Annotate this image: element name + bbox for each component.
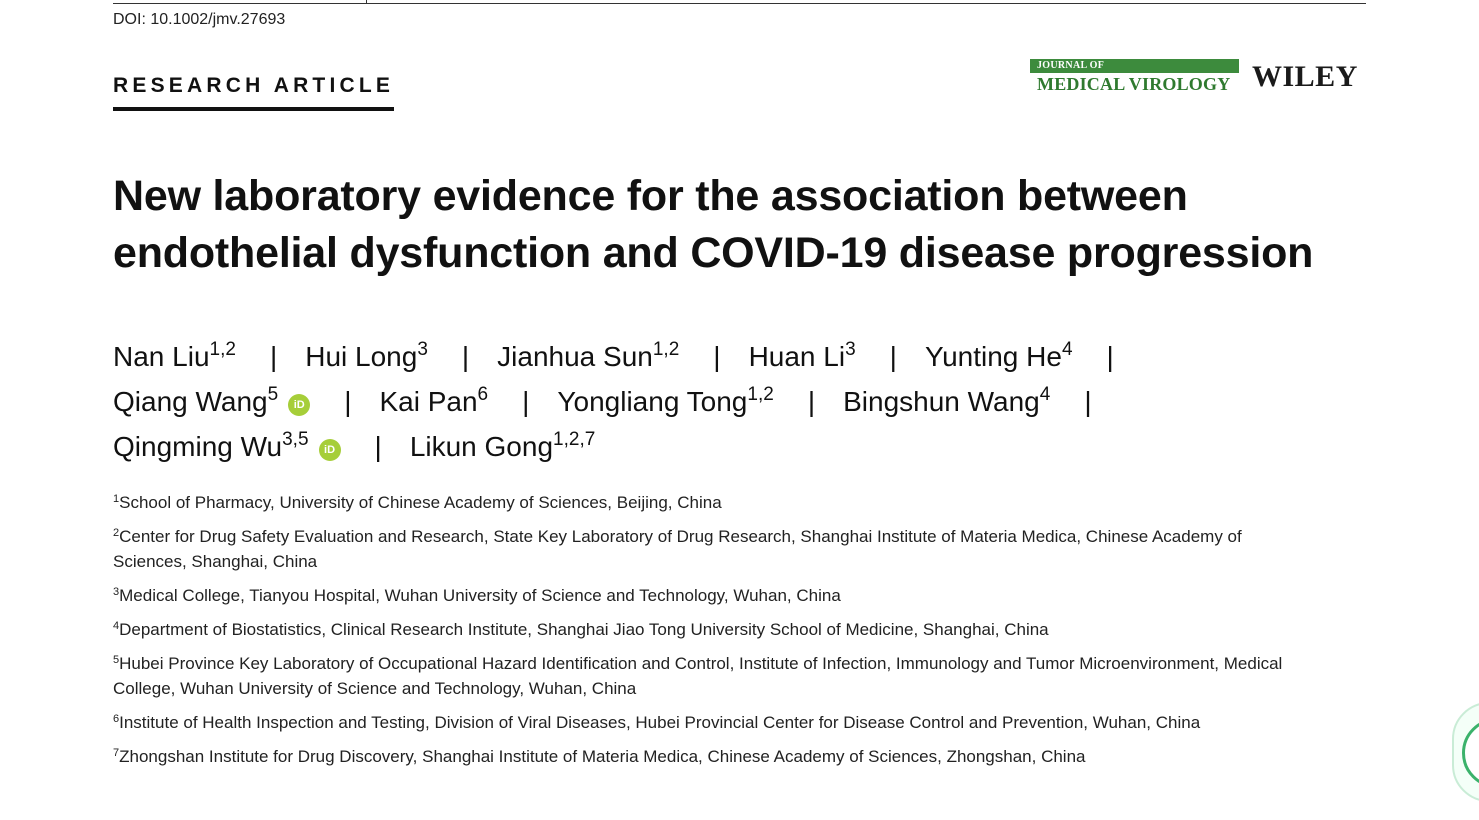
affiliation-item (113, 524, 1303, 574)
author-separator: | (807, 386, 816, 417)
publisher-logo[interactable]: WILEY (1252, 60, 1358, 93)
author-name: Qiang Wang (113, 386, 268, 417)
affiliation-list (113, 490, 1303, 778)
author-list (113, 334, 1373, 469)
affiliation-text: Hubei Province Key Laboratory of Occupational Hazard Identification and Control, Institute of Infection, Immunology and Tumor Microenvironment, Medical College, Wuhan University of Science and Technology, Wuhan, China (113, 654, 1283, 698)
affiliation-text: Zhongshan Institute for Drug Discovery, Shanghai Institute of Materia Medica, Chinese Academy of Sciences, Zhongshan, China (119, 747, 1086, 766)
affiliation-number: 3 (113, 586, 120, 598)
author[interactable] (843, 386, 1050, 417)
doi-value[interactable]: 10.1002/jmv.27693 (150, 11, 286, 28)
article-type-label: RESEARCH ARTICLE (113, 74, 394, 111)
author-separator: | (344, 386, 352, 417)
author-affiliation-ref: 6 (477, 384, 489, 405)
author[interactable] (305, 341, 428, 372)
author[interactable] (113, 341, 236, 372)
author-affiliation-ref: 4 (1039, 384, 1051, 405)
author[interactable] (497, 341, 679, 372)
author-separator: | (522, 386, 530, 417)
article-title (113, 168, 1393, 282)
author-affiliation-ref: 1,2 (652, 339, 680, 360)
affiliation-text: Center for Drug Safety Evaluation and Research, State Key Laboratory of Drug Research, Shanghai Institute of Materia Medica, Chinese Academy of Sciences, Shanghai, China (113, 527, 1242, 571)
affiliation-item (113, 617, 1303, 642)
author-separator: | (269, 341, 278, 372)
affiliation-item (113, 710, 1303, 735)
author-name: Qingming Wu (113, 431, 283, 462)
floating-assistant-button[interactable] (1452, 702, 1479, 802)
author-name: Jianhua Sun (497, 341, 653, 372)
author-line (113, 379, 1373, 424)
author-affiliation-ref: 3,5 (282, 429, 309, 450)
author-name: Huan Li (748, 341, 846, 372)
article-title-line-2: endothelial dysfunction and COVID-19 disease progression (113, 229, 1314, 277)
author-line (113, 334, 1373, 379)
author-separator: | (889, 341, 897, 372)
author-affiliation-ref: 3 (845, 339, 856, 360)
affiliation-item (113, 490, 1303, 515)
author[interactable] (557, 386, 773, 417)
affiliation-item (113, 744, 1303, 769)
affiliation-number: 2 (113, 527, 120, 539)
doi[interactable] (113, 11, 285, 29)
author-name: Kai Pan (379, 386, 478, 417)
author-name: Nan Liu (113, 341, 210, 372)
author[interactable] (410, 431, 595, 462)
author-separator: | (713, 341, 721, 372)
author-name: Hui Long (305, 341, 418, 372)
affiliation-item (113, 583, 1303, 608)
affiliation-text: Institute of Health Inspection and Testing, Division of Viral Diseases, Hubei Provincial Center for Disease Control and Prevention, Wuhan, China (119, 713, 1201, 732)
affiliation-number: 1 (113, 493, 120, 505)
assistant-icon (1462, 718, 1479, 788)
author-line (113, 424, 1373, 469)
author[interactable] (113, 386, 278, 417)
doi-label: DOI: (113, 11, 146, 28)
affiliation-number: 6 (113, 713, 120, 725)
author-name: Yunting He (924, 341, 1062, 372)
journal-logo[interactable] (1030, 59, 1239, 93)
orcid-icon[interactable]: iD (319, 439, 341, 461)
affiliation-number: 7 (113, 747, 120, 759)
author-separator: | (1106, 341, 1114, 372)
affiliation-text: School of Pharmacy, University of Chinese Academy of Sciences, Beijing, China (119, 493, 722, 512)
author-affiliation-ref: 4 (1061, 339, 1073, 360)
affiliation-text: Department of Biostatistics, Clinical Research Institute, Shanghai Jiao Tong University School of Medicine, Shanghai, China (119, 620, 1049, 639)
affiliation-item (113, 651, 1303, 701)
orcid-icon[interactable]: iD (288, 394, 310, 416)
author-separator: | (1084, 386, 1092, 417)
author[interactable] (749, 341, 856, 372)
journal-logo-line1: JOURNAL OF (1037, 60, 1105, 71)
author-affiliation-ref: 1,2 (209, 339, 236, 360)
top-rule-tick (366, 0, 367, 4)
author-name: Likun Gong (409, 431, 554, 462)
top-rule (113, 3, 1366, 4)
affiliation-number: 4 (113, 620, 120, 632)
article-title-line-1: New laboratory evidence for the association between (113, 172, 1188, 220)
author[interactable] (113, 431, 309, 462)
author-name: Yongliang Tong (557, 386, 748, 417)
affiliation-number: 5 (113, 654, 120, 666)
affiliation-text: Medical College, Tianyou Hospital, Wuhan University of Science and Technology, Wuhan, China (119, 586, 841, 605)
author-affiliation-ref: 1,2 (747, 384, 774, 405)
author-name: Bingshun Wang (843, 386, 1040, 417)
author[interactable] (379, 386, 488, 417)
author-affiliation-ref: 1,2,7 (553, 429, 596, 450)
author-separator: | (461, 341, 470, 372)
author-affiliation-ref: 3 (417, 339, 428, 360)
author-affiliation-ref: 5 (267, 384, 279, 405)
journal-logo-line2: MEDICAL VIROLOGY (1037, 74, 1231, 94)
author[interactable] (925, 341, 1073, 372)
author-separator: | (374, 431, 382, 462)
